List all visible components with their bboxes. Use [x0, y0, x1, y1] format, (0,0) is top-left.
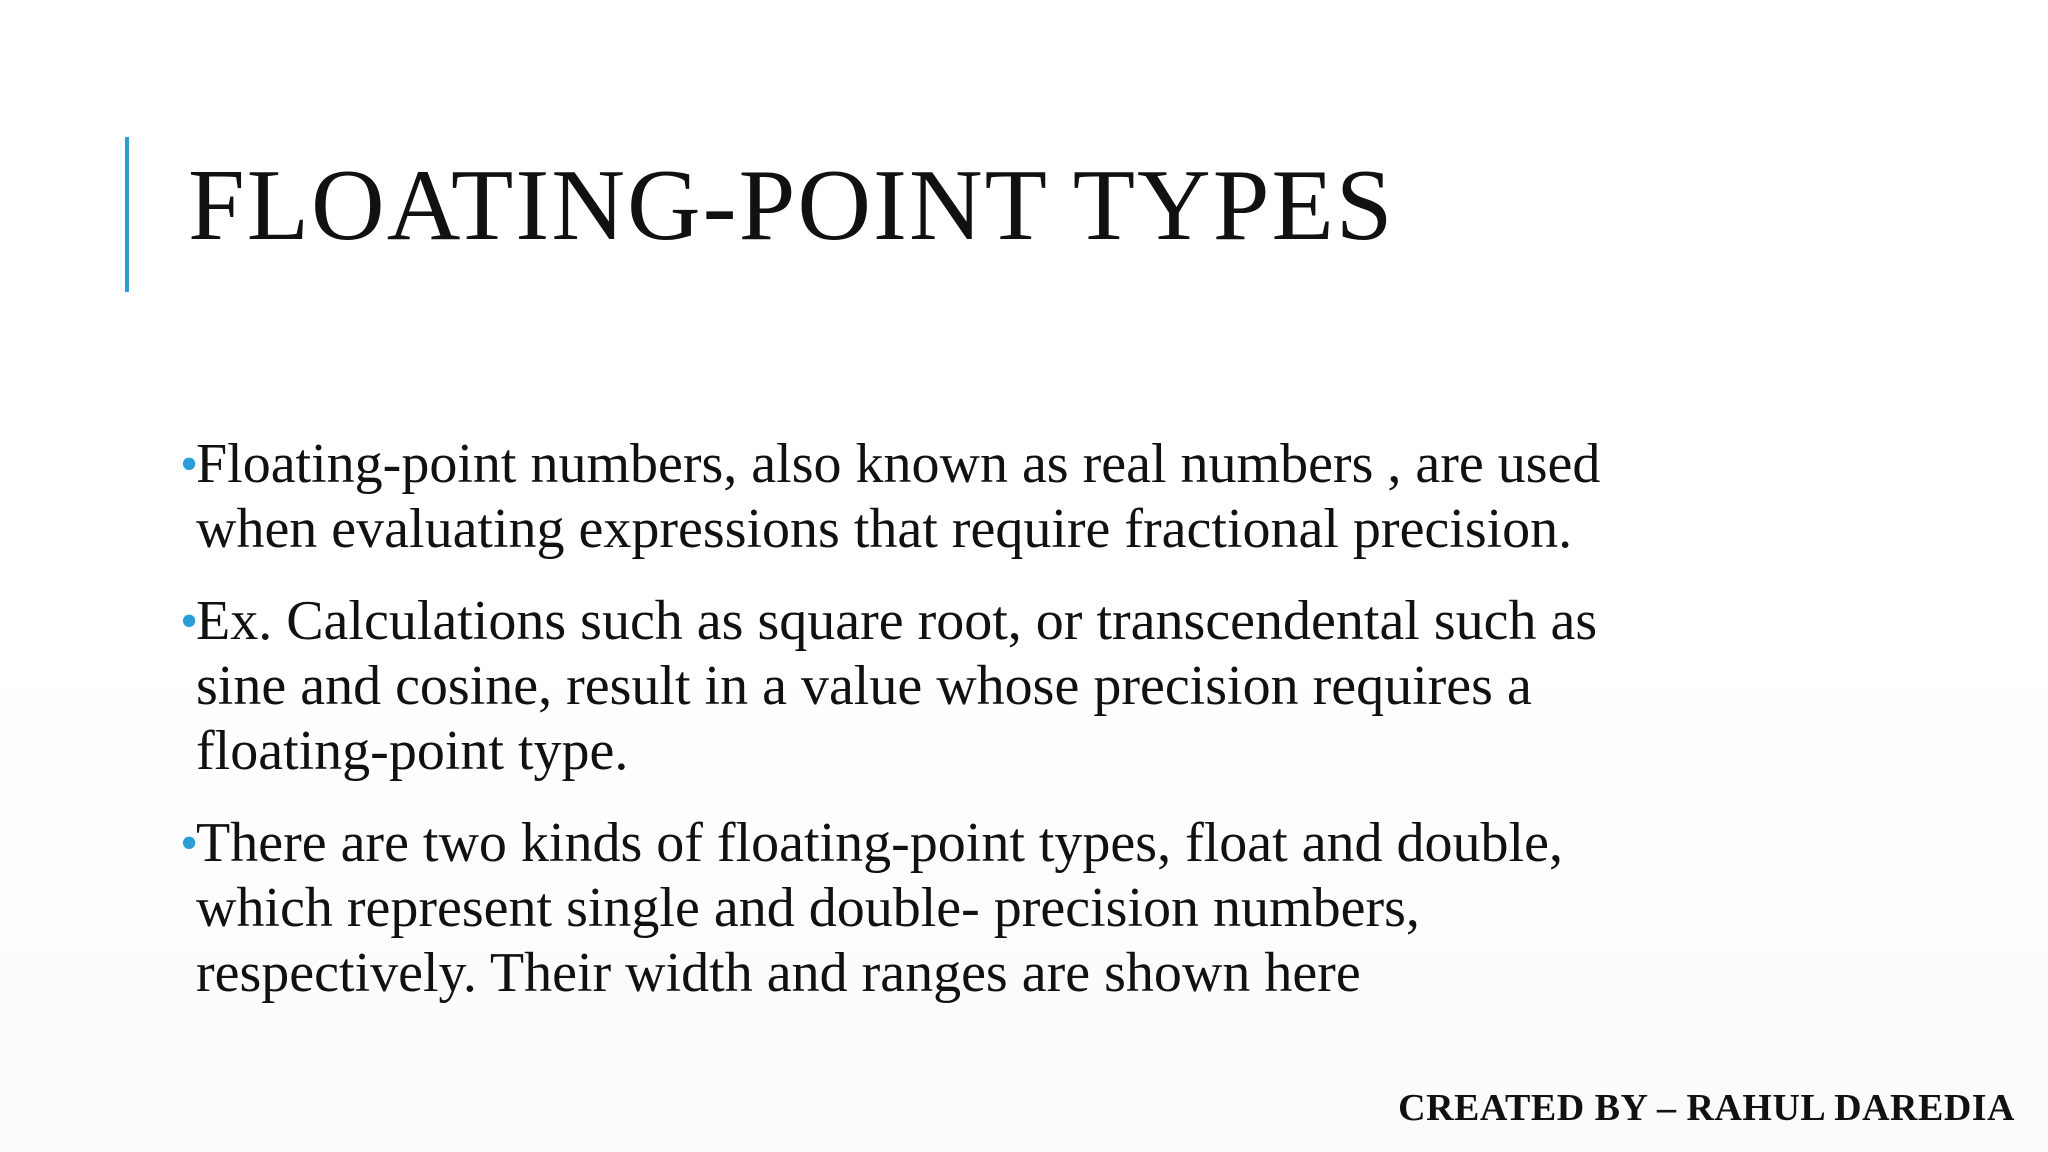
- bullet-line: which represent single and double- precision numbers,: [196, 877, 1420, 939]
- bullet-icon: •: [180, 815, 199, 872]
- bullet-line: when evaluating expressions that require fractional precision.: [196, 498, 1573, 560]
- footer-credit: CREATED BY – RAHUL DAREDIA: [1398, 1087, 2015, 1129]
- bullet-icon: •: [180, 436, 199, 493]
- slide-title: FLOATING-POINT TYPES: [188, 149, 1395, 262]
- bullet-icon: •: [180, 593, 199, 650]
- bullet-item: [178, 589, 1738, 784]
- bullet-line: floating-point type.: [196, 720, 629, 782]
- title-accent-bar: [125, 137, 129, 292]
- bullet-line: Floating-point numbers, also known as real numbers , are used: [196, 433, 1601, 495]
- bullet-line: sine and cosine, result in a value whose precision requires a: [196, 655, 1532, 717]
- bullet-item: [178, 432, 1738, 562]
- bullet-line: respectively. Their width and ranges are shown here: [196, 942, 1361, 1004]
- bullet-line: Ex. Calculations such as square root, or transcendental such as: [196, 590, 1598, 652]
- bullet-line: There are two kinds of floating-point types, float and double,: [196, 812, 1563, 874]
- bullet-item: [178, 811, 1738, 1006]
- bullet-list: [178, 432, 1738, 1033]
